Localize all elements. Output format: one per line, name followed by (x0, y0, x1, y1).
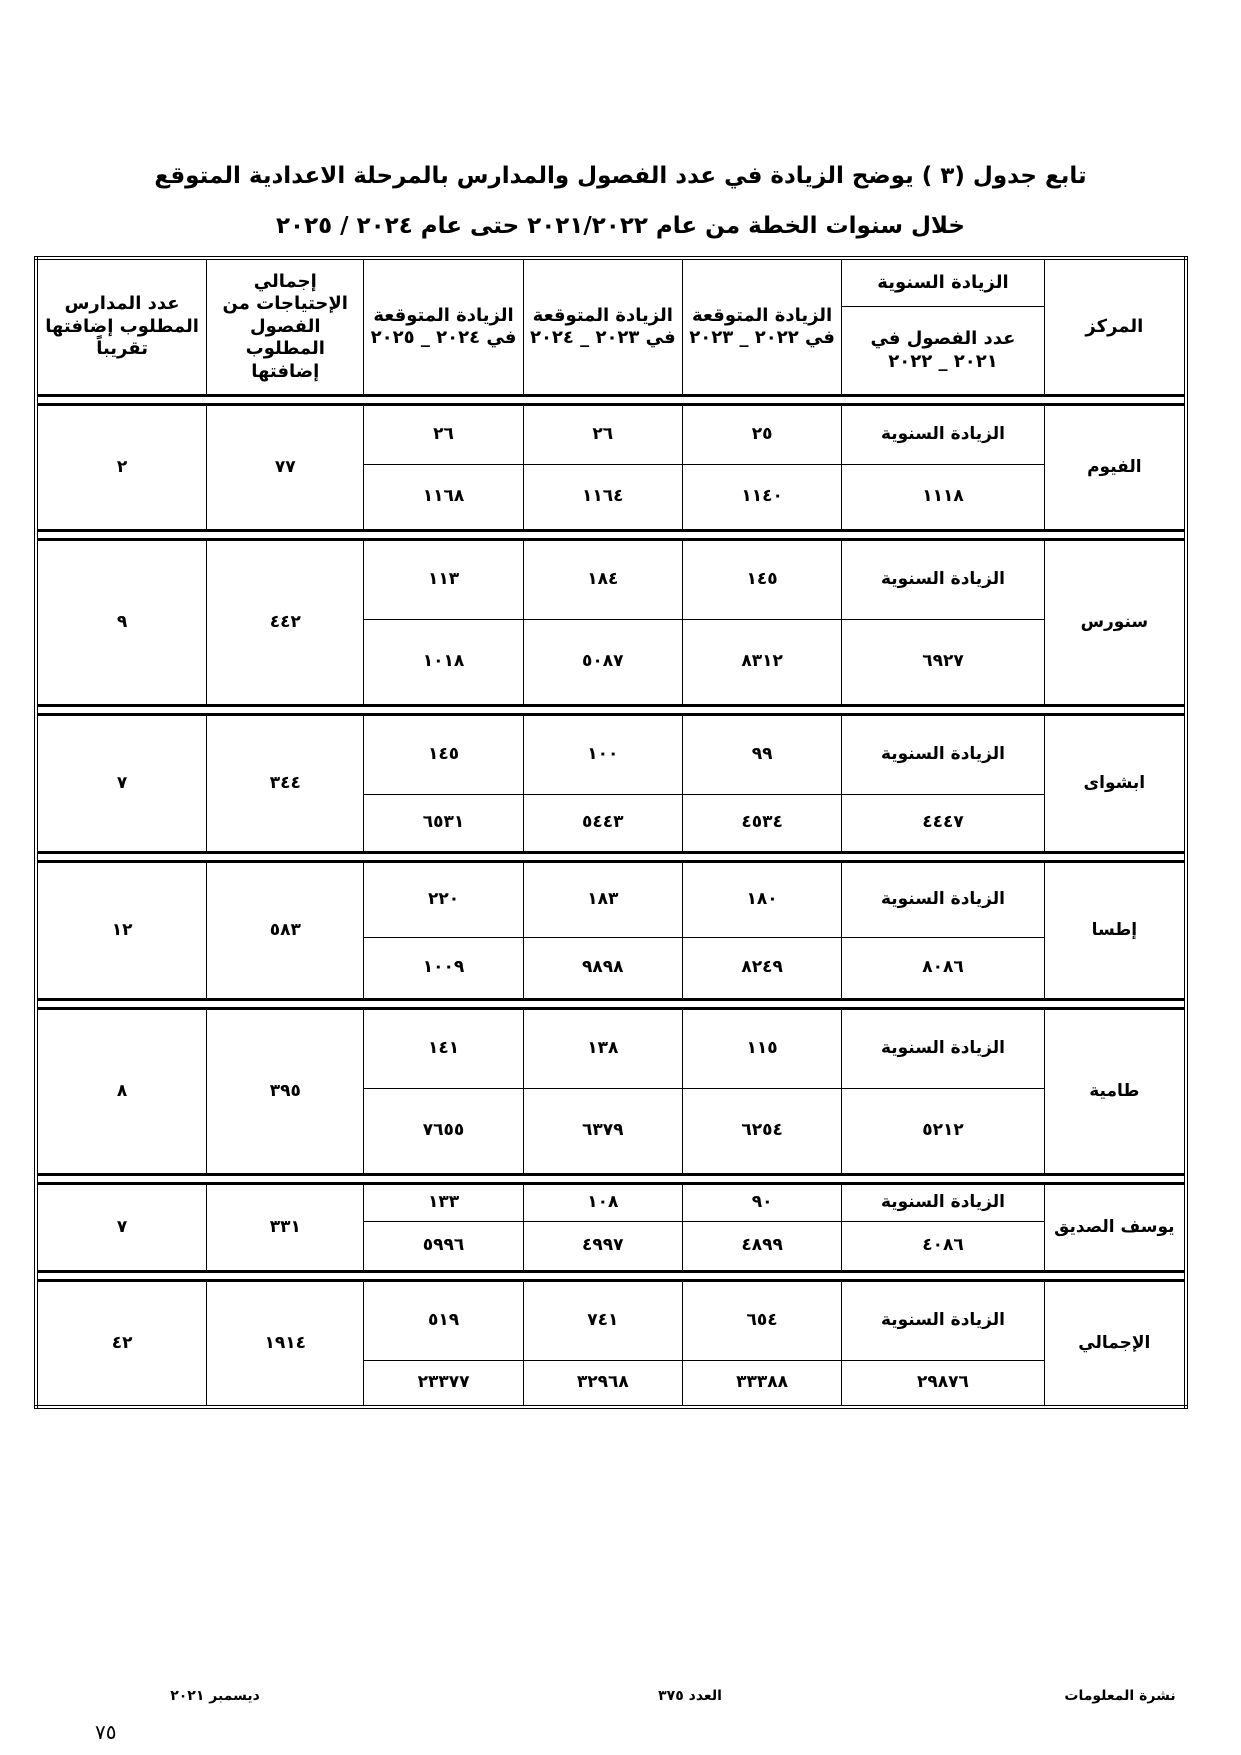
footer-publication: نشرة المعلومات (1064, 1688, 1176, 1704)
schools-cell: ٩ (36, 540, 207, 706)
total-needs-cell: ٧٧ (207, 405, 364, 531)
total-needs-cell: ٣٩٥ (207, 1009, 364, 1175)
classes-2024-cell: ٦٥٣١ (364, 795, 523, 853)
schools-cell: ١٢ (36, 862, 207, 1000)
separator-cell (36, 1175, 1186, 1184)
classes-2022-cell: ٤٥٣٤ (682, 795, 841, 853)
table-row (36, 1184, 1186, 1222)
center-name-cell: طامية (1044, 1009, 1186, 1175)
increase-2023-cell: ٢٦ (523, 405, 682, 465)
increase-2023-cell: ١٨٣ (523, 862, 682, 938)
data-table (34, 256, 1188, 1409)
classes-2021-cell: ١١١٨ (842, 465, 1044, 531)
increase-2023-cell: ١٠٨ (523, 1184, 682, 1222)
classes-2023-cell: ١١٦٤ (523, 465, 682, 531)
separator-cell (36, 1272, 1186, 1281)
row-separator (36, 396, 1186, 405)
center-name-cell: الفيوم (1044, 405, 1186, 531)
center-name-cell: الإجمالي (1044, 1281, 1186, 1408)
row-separator (36, 1175, 1186, 1184)
increase-2022-cell: ٩٩ (682, 715, 841, 795)
row-separator (36, 1272, 1186, 1281)
classes-2021-cell: ٨٠٨٦ (842, 938, 1044, 1000)
increase-2024-cell: ٢٦ (364, 405, 523, 465)
total-needs-cell: ١٩١٤ (207, 1281, 364, 1408)
table-row (36, 862, 1186, 938)
increase-2022-cell: ١٤٥ (682, 540, 841, 620)
page-number: ٧٥ (95, 1720, 117, 1744)
row-separator (36, 1000, 1186, 1009)
header-inc-2023: الزيادة المتوقعة في ٢٠٢٣ _ ٢٠٢٤ (523, 258, 682, 396)
increase-2022-cell: ٦٥٤ (682, 1281, 841, 1361)
increase-2024-cell: ١١٣ (364, 540, 523, 620)
schools-cell: ٧ (36, 715, 207, 853)
classes-2024-cell: ٢٣٣٧٧ (364, 1361, 523, 1408)
header-center: المركز (1044, 258, 1186, 396)
classes-2021-cell: ٦٩٢٧ (842, 620, 1044, 706)
total-needs-cell: ٣٣١ (207, 1184, 364, 1272)
table-row (36, 1281, 1186, 1361)
increase-2022-cell: ٩٠ (682, 1184, 841, 1222)
schools-cell: ٢ (36, 405, 207, 531)
table-row (36, 405, 1186, 465)
annual-increase-label: الزيادة السنوية (842, 1281, 1044, 1361)
increase-2024-cell: ١٤٥ (364, 715, 523, 795)
increase-2024-cell: ٢٢٠ (364, 862, 523, 938)
center-name-cell: سنورس (1044, 540, 1186, 706)
increase-2023-cell: ٧٤١ (523, 1281, 682, 1361)
annual-increase-label: الزيادة السنوية (842, 1009, 1044, 1089)
annual-increase-label: الزيادة السنوية (842, 715, 1044, 795)
increase-2022-cell: ٢٥ (682, 405, 841, 465)
increase-2023-cell: ١٣٨ (523, 1009, 682, 1089)
classes-2022-cell: ٨٣١٢ (682, 620, 841, 706)
separator-cell (36, 531, 1186, 540)
table-title-line1: تابع جدول (٣ ) يوضح الزيادة في عدد الفصول والمدارس بالمرحلة الاعدادية المتوقع (154, 163, 1087, 189)
classes-2023-cell: ٥٤٤٣ (523, 795, 682, 853)
header-schools: عدد المدارس المطلوب إضافتها تقريباً (36, 258, 207, 396)
row-separator (36, 853, 1186, 862)
separator-cell (36, 706, 1186, 715)
separator-cell (36, 396, 1186, 405)
classes-2021-cell: ٥٢١٢ (842, 1089, 1044, 1175)
header-row (36, 258, 1186, 307)
footer-issue: العدد ٣٧٥ (658, 1688, 722, 1704)
classes-2021-cell: ٢٩٨٧٦ (842, 1361, 1044, 1408)
row-separator (36, 706, 1186, 715)
classes-2023-cell: ٦٣٧٩ (523, 1089, 682, 1175)
classes-2024-cell: ١٠٠٩ (364, 938, 523, 1000)
data-table-wrapper (34, 256, 1188, 1409)
classes-2022-cell: ٣٣٣٨٨ (682, 1361, 841, 1408)
increase-2023-cell: ١٠٠ (523, 715, 682, 795)
total-needs-cell: ٥٨٣ (207, 862, 364, 1000)
classes-2023-cell: ٤٩٩٧ (523, 1222, 682, 1272)
table-row (36, 715, 1186, 795)
total-needs-cell: ٤٤٢ (207, 540, 364, 706)
center-name-cell: يوسف الصديق (1044, 1184, 1186, 1272)
classes-2022-cell: ١١٤٠ (682, 465, 841, 531)
annual-increase-label: الزيادة السنوية (842, 1184, 1044, 1222)
increase-2024-cell: ١٣٣ (364, 1184, 523, 1222)
increase-2024-cell: ١٤١ (364, 1009, 523, 1089)
annual-increase-label: الزيادة السنوية (842, 540, 1044, 620)
classes-2022-cell: ٨٢٤٩ (682, 938, 841, 1000)
separator-cell (36, 1000, 1186, 1009)
classes-2024-cell: ٧٦٥٥ (364, 1089, 523, 1175)
schools-cell: ٧ (36, 1184, 207, 1272)
center-name-cell: إطسا (1044, 862, 1186, 1000)
classes-2023-cell: ٥٠٨٧ (523, 620, 682, 706)
separator-cell (36, 853, 1186, 862)
header-inc-2024: الزيادة المتوقعة في ٢٠٢٤ _ ٢٠٢٥ (364, 258, 523, 396)
schools-cell: ٤٢ (36, 1281, 207, 1408)
classes-2022-cell: ٤٨٩٩ (682, 1222, 841, 1272)
annual-increase-label: الزيادة السنوية (842, 862, 1044, 938)
header-inc-2022: الزيادة المتوقعة في ٢٠٢٢ _ ٢٠٢٣ (682, 258, 841, 396)
total-needs-cell: ٣٤٤ (207, 715, 364, 853)
schools-cell: ٨ (36, 1009, 207, 1175)
classes-2022-cell: ٦٢٥٤ (682, 1089, 841, 1175)
increase-2024-cell: ٥١٩ (364, 1281, 523, 1361)
table-row (36, 540, 1186, 620)
classes-2023-cell: ٩٨٩٨ (523, 938, 682, 1000)
increase-2022-cell: ١١٥ (682, 1009, 841, 1089)
increase-2023-cell: ١٨٤ (523, 540, 682, 620)
table-row (36, 1009, 1186, 1089)
header-annual-bottom: عدد الفصول في ٢٠٢١ _ ٢٠٢٢ (842, 307, 1044, 396)
footer-date: ديسمبر ٢٠٢١ (170, 1688, 260, 1704)
classes-2024-cell: ٥٩٩٦ (364, 1222, 523, 1272)
center-name-cell: ابشواى (1044, 715, 1186, 853)
header-total-needs: إجمالي الإحتياجات من الفصول المطلوب إضافتها (207, 258, 364, 396)
classes-2023-cell: ٣٢٩٦٨ (523, 1361, 682, 1408)
header-annual-top: الزيادة السنوية (842, 258, 1044, 307)
classes-2021-cell: ٤٤٤٧ (842, 795, 1044, 853)
classes-2024-cell: ١١٦٨ (364, 465, 523, 531)
classes-2024-cell: ١٠١٨ (364, 620, 523, 706)
increase-2022-cell: ١٨٠ (682, 862, 841, 938)
annual-increase-label: الزيادة السنوية (842, 405, 1044, 465)
table-title-line2: خلال سنوات الخطة من عام ٢٠٢١/٢٠٢٢ حتى عام ٢٠٢٤ / ٢٠٢٥ (276, 213, 965, 239)
classes-2021-cell: ٤٠٨٦ (842, 1222, 1044, 1272)
row-separator (36, 531, 1186, 540)
